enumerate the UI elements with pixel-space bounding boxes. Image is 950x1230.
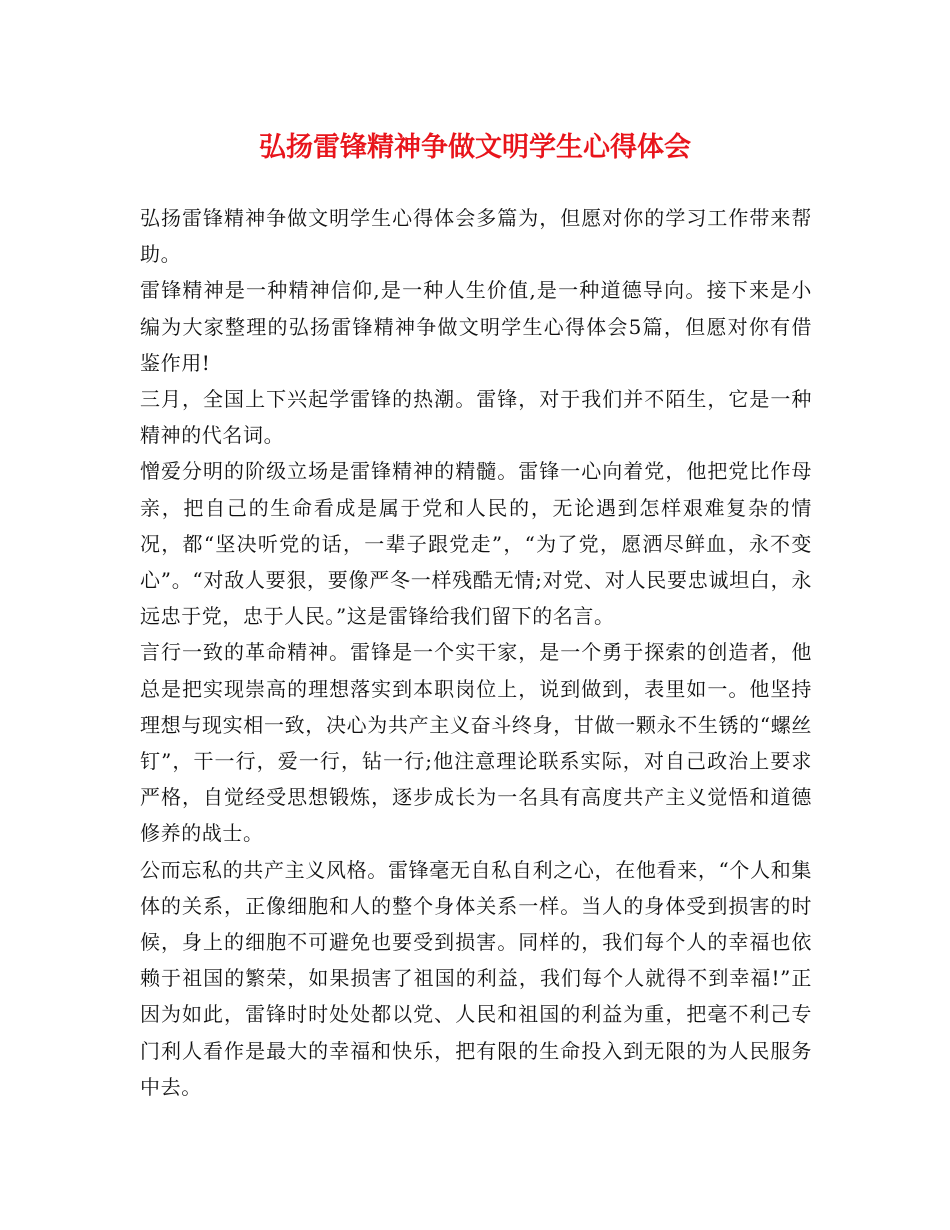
paragraph-class-stance: 憎爱分明的阶级立场是雷锋精神的精髓。雷锋一心向着党，他把党比作母亲，把自己的生命看成是属于党和人民的，无论遇到怎样艰难复杂的情况，都“坚决听党的话，一辈子跟党走”，“为了党，愿洒尽鲜血，永不变心”。“对敌人要狠，要像严冬一样残酷无情;对党、对人民要忠诚坦白，永远忠于党，忠于人民。”这是雷锋给我们留下的名言。: [140, 459, 812, 629]
paragraph-intro: 弘扬雷锋精神争做文明学生心得体会多篇为，但愿对你的学习工作带来帮助。: [140, 206, 812, 267]
paragraph-selfless-style: 公而忘私的共产主义风格。雷锋毫无自私自利之心，在他看来，“个人和集体的关系，正像细胞和人的整个身体关系一样。当人的身体受到损害的时候，身上的细胞不可避免也要受到损害。同样的，我们每个人的幸福也依赖于祖国的繁荣，如果损害了祖国的利益，我们每个人就得不到幸福!”正因为如此，雷锋时时处处都以党、人民和祖国的利益为重，把毫不利己专门利人看作是最大的幸福和快乐，把有限的生命投入到无限的为人民服务中去。: [140, 857, 812, 1099]
document-title: 弘扬雷锋精神争做文明学生心得体会: [259, 132, 691, 163]
document-body: [140, 200, 812, 1105]
paragraph-revolutionary-spirit: 言行一致的革命精神。雷锋是一个实干家，是一个勇于探索的创造者，他总是把实现崇高的理想落实到本职岗位上，说到做到，表里如一。他坚持理想与现实相一致，决心为共产主义奋斗终身，甘做一颗永不生锈的“螺丝钉”，干一行，爱一行，钻一行;他注意理论联系实际，对自己政治上要求严格，自觉经受思想锻炼，逐步成长为一名具有高度共产主义觉悟和道德修养的战士。: [140, 640, 812, 846]
paragraph-march: 三月，全国上下兴起学雷锋的热潮。雷锋，对于我们并不陌生，它是一种精神的代名词。: [140, 387, 812, 448]
paragraph-summary: 雷锋精神是一种精神信仰,是一种人生价值,是一种道德导向。接下来是小编为大家整理的弘扬雷锋精神争做文明学生心得体会5篇，但愿对你有借鉴作用!: [140, 278, 812, 375]
